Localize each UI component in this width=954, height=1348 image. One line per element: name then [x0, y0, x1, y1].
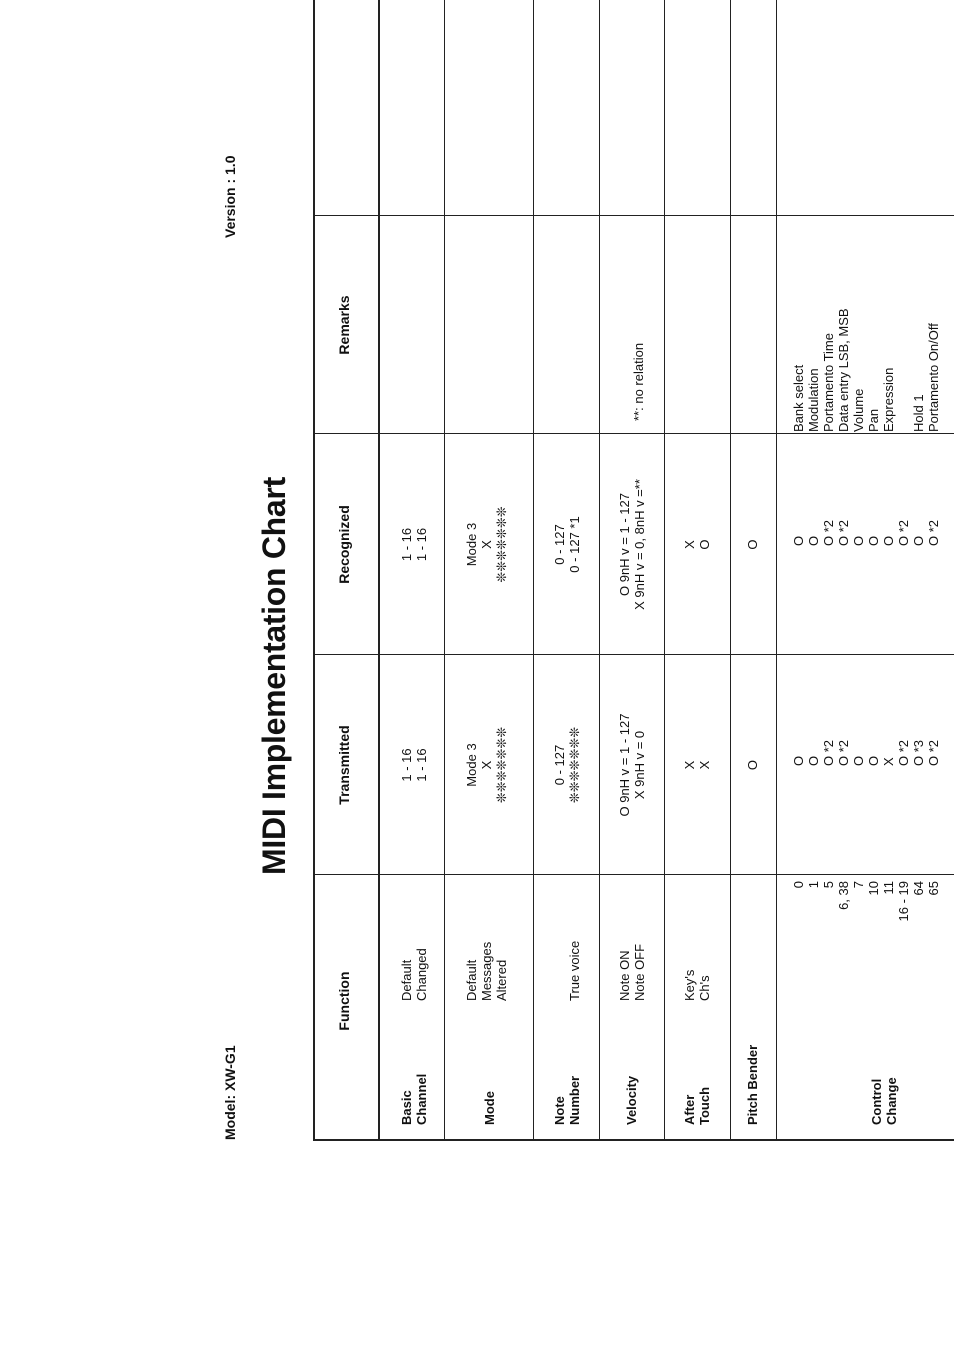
- basic-channel-sublabels: Default Changed: [399, 948, 429, 1001]
- pitch-bender-recognized: O: [745, 539, 760, 550]
- version-label: Version : 1.0: [222, 155, 238, 238]
- row-label-after-touch: After Touch: [682, 1086, 712, 1125]
- row-separator: [599, 0, 600, 1141]
- velocity-sublabels: Note ON Note OFF: [617, 943, 647, 1001]
- header-separator: [378, 0, 380, 1141]
- column-header-transmitted: Transmitted: [336, 725, 352, 805]
- table-border-top: [313, 0, 315, 1141]
- row-separator: [776, 0, 777, 1141]
- row-label-velocity: Velocity: [624, 1075, 639, 1125]
- mode-transmitted: Mode 3 X ❊❊❊❊❊❊❊: [464, 726, 509, 804]
- velocity-remarks: **: no relation: [631, 342, 646, 421]
- control-change-recognized: O O O *2 O *2 O O O O *2 O O *2: [791, 519, 941, 546]
- velocity-recognized: O 9nH v = 1 - 127 X 9nH v = 0, 8nH v =**: [617, 479, 647, 610]
- control-change-numbers: 0 1 5 6, 38 7 10 11 16 - 19 64 65: [791, 881, 941, 922]
- row-label-control-change: Control Change: [869, 1077, 899, 1125]
- column-header-recognized: Recognized: [336, 505, 352, 584]
- control-change-transmitted: O O O *2 O *2 O O X O *2 O *3 O *2: [791, 739, 941, 766]
- after-touch-transmitted: X X: [682, 760, 712, 770]
- row-label-mode: Mode: [482, 1091, 497, 1125]
- pitch-bender-transmitted: O: [745, 759, 760, 771]
- row-label-pitch-bender: Pitch Bender: [745, 1044, 760, 1125]
- column-header-remarks: Remarks: [336, 295, 352, 355]
- midi-chart-table: [313, 0, 954, 1141]
- column-header-function: Function: [336, 971, 352, 1031]
- table-border-left: [313, 1139, 954, 1141]
- row-separator: [533, 0, 534, 1141]
- note-number-recognized: 0 - 127 0 - 127 *1: [552, 516, 582, 573]
- row-separator: [730, 0, 731, 1141]
- row-separator: [664, 0, 665, 1141]
- after-touch-recognized: X O: [682, 539, 712, 550]
- table-border-right: [313, 215, 954, 216]
- note-number-transmitted: 0 - 127 ❊❊❊❊❊❊❊: [552, 726, 582, 804]
- basic-channel-transmitted: 1 - 16 1 - 16: [399, 748, 429, 782]
- row-separator: [444, 0, 445, 1141]
- after-touch-sublabels: Key's Ch's: [682, 969, 712, 1001]
- model-label: Model: XW-G1: [222, 1045, 238, 1140]
- note-number-sublabel: True voice: [567, 940, 582, 1001]
- row-label-basic-channel: Basic Channel: [399, 1073, 429, 1125]
- basic-channel-recognized: 1 - 16 1 - 16: [399, 527, 429, 562]
- row-label-note-number: Note Number: [552, 1075, 582, 1125]
- velocity-transmitted: O 9nH v = 1 - 127 X 9nH v = 0: [617, 713, 647, 817]
- page-title: MIDI Implementation Chart: [256, 477, 292, 875]
- control-change-remarks: Bank select Modulation Portamento Time Data entry LSB, MSB Volume Pan Expression Hold 1 Portamento On/Off: [791, 308, 941, 432]
- mode-sublabels: Default Messages Altered: [464, 941, 509, 1001]
- mode-recognized: Mode 3 X ❊❊❊❊❊❊❊: [464, 506, 509, 583]
